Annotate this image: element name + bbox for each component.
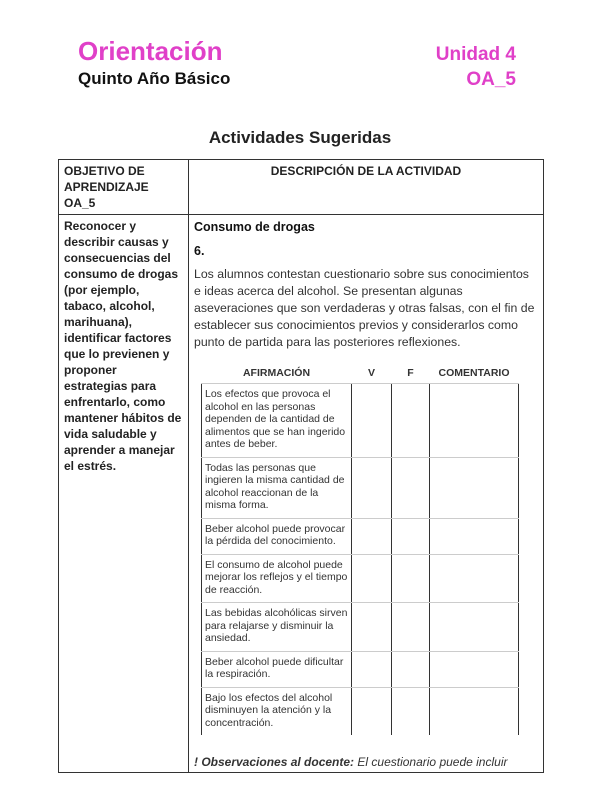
quiz-true-cell[interactable]	[352, 687, 392, 735]
quiz-header-false: F	[392, 365, 430, 384]
quiz-comment-cell[interactable]	[430, 457, 519, 518]
quiz-comment-cell[interactable]	[430, 554, 519, 603]
oa-label: OA_5	[466, 69, 516, 90]
quiz-true-cell[interactable]	[352, 603, 392, 652]
activity-number: 6.	[194, 244, 205, 258]
quiz-false-cell[interactable]	[392, 651, 430, 687]
activity-title: Consumo de drogas	[194, 220, 315, 234]
table-header-row	[59, 160, 544, 215]
quiz-true-cell[interactable]	[352, 518, 392, 554]
grade-subtitle: Quinto Año Básico	[78, 69, 231, 88]
quiz-statement: El consumo de alcohol puede mejorar los reflejos y el tiempo de reacción.	[202, 554, 352, 603]
quiz-comment-cell[interactable]	[430, 518, 519, 554]
quiz-comment-cell[interactable]	[430, 603, 519, 652]
observations-label: ! Observaciones al docente:	[194, 755, 355, 769]
activities-table	[58, 159, 544, 773]
table-row	[59, 215, 544, 773]
quiz-true-cell[interactable]	[352, 651, 392, 687]
description-cell	[189, 215, 544, 773]
quiz-comment-cell[interactable]	[430, 687, 519, 735]
quiz-statement: Las bebidas alcohólicas sirven para relajarse y disminuir la ansiedad.	[202, 603, 352, 652]
objective-cell	[59, 215, 189, 773]
quiz-false-cell[interactable]	[392, 603, 430, 652]
objective-header: OBJETIVO DE APRENDIZAJE OA_5	[59, 160, 189, 215]
quiz-statement: Bajo los efectos del alcohol disminuyen la atención y la concentración.	[202, 687, 352, 735]
quiz-header-comment: COMENTARIO	[430, 365, 519, 384]
quiz-row	[202, 651, 519, 687]
quiz-row	[202, 384, 519, 458]
quiz-false-cell[interactable]	[392, 554, 430, 603]
quiz-false-cell[interactable]	[392, 687, 430, 735]
unit-label: Unidad 4	[435, 44, 516, 65]
quiz-true-cell[interactable]	[352, 384, 392, 458]
quiz-row	[202, 603, 519, 652]
quiz-header-row	[202, 365, 519, 384]
quiz-table	[201, 365, 519, 735]
quiz-false-cell[interactable]	[392, 518, 430, 554]
quiz-true-cell[interactable]	[352, 457, 392, 518]
quiz-statement: Todas las personas que ingieren la misma cantidad de alcohol reaccionan de la misma forma.	[202, 457, 352, 518]
quiz-comment-cell[interactable]	[430, 384, 519, 458]
objective-text: Reconocer y describir causas y consecuencias del consumo de drogas (por ejemplo, tabaco, alcohol, marihuana), identificar factores que lo previenen y proponer estrategias para enfrentarlo, como mantener hábitos de vida saludable y aprender a manejar el estrés.	[64, 219, 182, 473]
quiz-header-statement: AFIRMACIÓN	[202, 365, 352, 384]
quiz-row	[202, 554, 519, 603]
description-header: DESCRIPCIÓN DE LA ACTIVIDAD	[189, 160, 544, 215]
quiz-comment-cell[interactable]	[430, 651, 519, 687]
teacher-observations	[194, 755, 538, 769]
quiz-row	[202, 687, 519, 735]
quiz-statement: Los efectos que provoca el alcohol en las personas dependen de la cantidad de alimentos que se han ingerido antes de beber.	[202, 384, 352, 458]
quiz-statement: Beber alcohol puede provocar la pérdida del conocimiento.	[202, 518, 352, 554]
page-title: Orientación	[78, 36, 223, 66]
quiz-true-cell[interactable]	[352, 554, 392, 603]
section-title: Actividades Sugeridas	[208, 128, 392, 147]
activity-description: Los alumnos contestan cuestionario sobre sus conocimientos e ideas acerca del alcohol. Se presentan algunas aseveraciones que son verdaderas y otras falsas, con el fin de establecer sus conocimientos previos y considerarlos como punto de partida para las posteriores reflexiones.	[194, 267, 535, 349]
quiz-header-true: V	[352, 365, 392, 384]
quiz-row	[202, 457, 519, 518]
quiz-false-cell[interactable]	[392, 384, 430, 458]
observations-text: El cuestionario puede incluir	[354, 755, 508, 769]
quiz-row	[202, 518, 519, 554]
quiz-false-cell[interactable]	[392, 457, 430, 518]
quiz-statement: Beber alcohol puede dificultar la respiración.	[202, 651, 352, 687]
